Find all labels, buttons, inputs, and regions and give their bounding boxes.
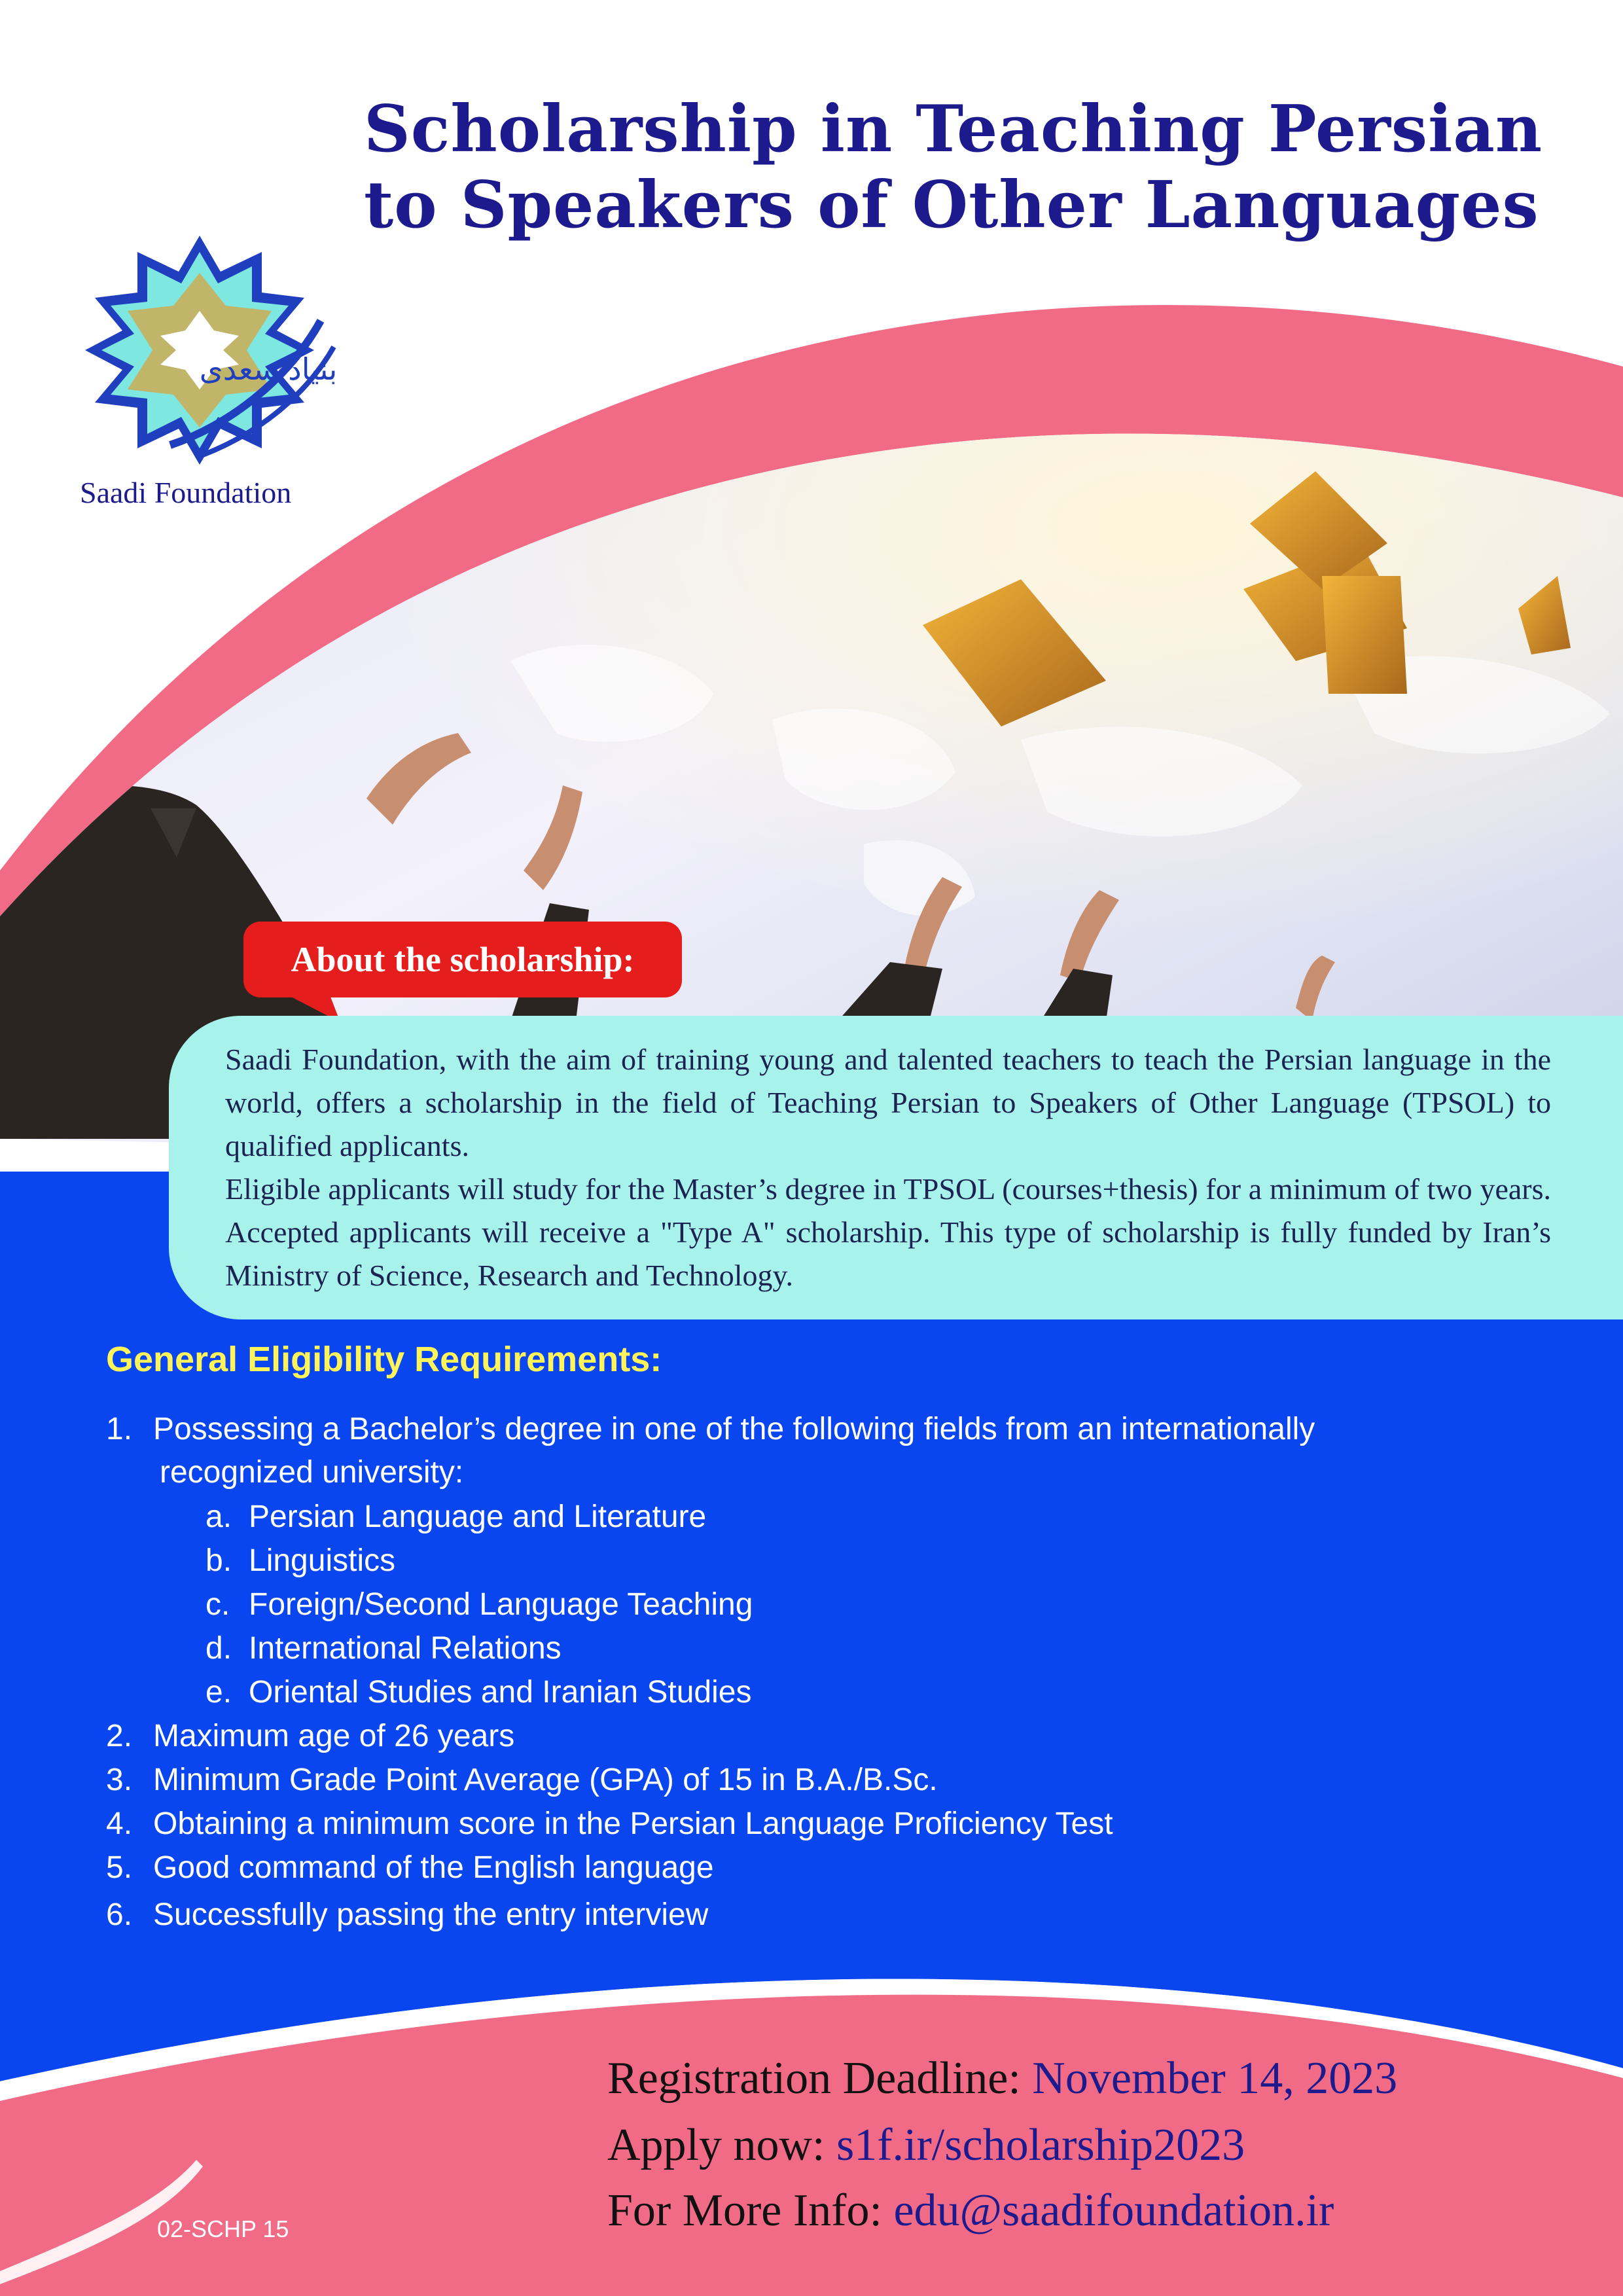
requirement-number: 3. bbox=[106, 1763, 133, 1797]
field-letter: e. bbox=[205, 1675, 232, 1710]
requirement-item bbox=[106, 1806, 1113, 1842]
requirement-item bbox=[106, 1850, 714, 1886]
registration-deadline bbox=[607, 2053, 1397, 2105]
requirement-item-1-continued: recognized university: bbox=[160, 1455, 464, 1490]
requirement-item bbox=[106, 1762, 938, 1798]
requirement-number: 5. bbox=[106, 1850, 133, 1885]
page-title-line-1: Scholarship in Teaching Persian bbox=[364, 92, 1543, 167]
deadline-value: November 14, 2023 bbox=[1032, 2053, 1398, 2104]
field-item bbox=[205, 1543, 395, 1579]
saadi-foundation-logo bbox=[72, 229, 347, 471]
requirement-text: Minimum Grade Point Average (GPA) of 15 in B.A./B.Sc. bbox=[153, 1763, 938, 1797]
field-letter: b. bbox=[205, 1543, 232, 1578]
about-tag: About the scholarship: bbox=[243, 922, 682, 997]
apply-label: Apply now: bbox=[607, 2120, 825, 2170]
requirement-text: Obtaining a minimum score in the Persian Language Proficiency Test bbox=[153, 1806, 1113, 1841]
logo-caption: Saadi Foundation bbox=[80, 476, 292, 509]
requirement-number: 1. bbox=[106, 1412, 133, 1446]
requirement-item bbox=[106, 1897, 708, 1933]
field-item bbox=[205, 1630, 562, 1666]
field-item bbox=[205, 1674, 751, 1710]
requirement-text: Successfully passing the entry interview bbox=[153, 1897, 709, 1932]
requirement-text: Possessing a Bachelor’s degree in one of the following fields from an internationally bbox=[153, 1412, 1315, 1446]
field-text: International Relations bbox=[249, 1631, 562, 1666]
requirement-text: Maximum age of 26 years bbox=[153, 1719, 515, 1753]
more-info bbox=[607, 2185, 1334, 2237]
about-paragraph-2: Eligible applicants will study for the Master’s degree in TPSOL (courses+thesis) for a minimum of two years. Accepted applicants will receive a "Type A" scholarship. This type of scholarship is fully funded by Iran’s Ministry of Science, Research and Technology. bbox=[225, 1172, 1551, 1292]
field-text: Persian Language and Literature bbox=[249, 1499, 707, 1534]
requirements-heading: General Eligibility Requirements: bbox=[106, 1340, 662, 1379]
field-letter: c. bbox=[205, 1587, 230, 1622]
apply-now bbox=[607, 2119, 1245, 2172]
field-item bbox=[205, 1587, 753, 1623]
about-text bbox=[225, 1038, 1551, 1297]
about-paragraph-1: Saadi Foundation, with the aim of training young and talented teachers to teach the Persian language in the world, offers a scholarship in the field of Teaching Persian to Speakers of Other Language (TPSOL) to qualified applicants. bbox=[225, 1043, 1551, 1162]
requirement-number: 6. bbox=[106, 1897, 133, 1932]
field-item bbox=[205, 1499, 706, 1535]
requirement-item-1 bbox=[106, 1411, 1315, 1447]
logo-script-text: بنیاد سعدی bbox=[199, 351, 338, 387]
deadline-label: Registration Deadline: bbox=[607, 2053, 1021, 2104]
field-text: Oriental Studies and Iranian Studies bbox=[249, 1675, 752, 1710]
requirement-number: 2. bbox=[106, 1719, 133, 1753]
requirement-text: Good command of the English language bbox=[153, 1850, 714, 1885]
field-letter: a. bbox=[205, 1499, 232, 1534]
info-email-link[interactable]: edu@saadifoundation.ir bbox=[893, 2185, 1334, 2236]
page-title-line-2: to Speakers of Other Languages bbox=[364, 168, 1539, 243]
requirement-number: 4. bbox=[106, 1806, 133, 1841]
apply-link[interactable]: s1f.ir/scholarship2023 bbox=[836, 2120, 1245, 2170]
field-text: Foreign/Second Language Teaching bbox=[249, 1587, 753, 1622]
requirement-item bbox=[106, 1718, 514, 1754]
info-label: For More Info: bbox=[607, 2185, 882, 2236]
field-letter: d. bbox=[205, 1631, 232, 1666]
field-text: Linguistics bbox=[249, 1543, 396, 1578]
document-code: 02-SCHP 15 bbox=[157, 2215, 289, 2242]
